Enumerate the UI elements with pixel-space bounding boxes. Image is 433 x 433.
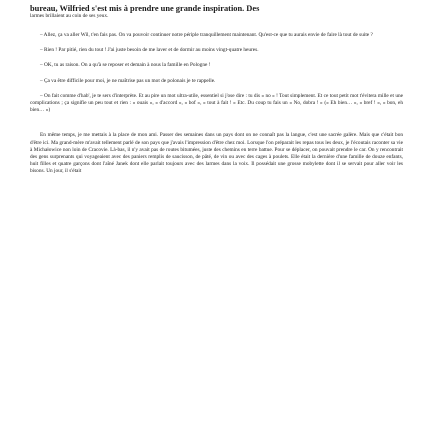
dialogue-line: – Allez, ça va aller Wil, t'en fais pas. On va pouvoir continuer notre périple tranquillement maintenant. Qu'est-ce que tu aurais envie de faire là tout de suite ? — [40, 32, 373, 38]
dialogue-line: – Ça va être difficile pour moi, je ne maîtrise pas un mot de polonais je te rappelle. — [40, 77, 216, 84]
header-line: bureau, Wilfried s'est mis à prendre une grande inspiration. Des — [30, 4, 260, 13]
paragraph-gap — [30, 122, 403, 132]
dialogue-line: – Rien ! Par pitié, rien du tout ! J'ai juste besoin de me laver et de dormir au moins vingt-quatre heures. — [40, 47, 259, 54]
body-paragraph: En même temps, je me mettais à la place de mon ami. Passer des semaines dans un pays dont on ne connaît pas la langue, c'est une sacrée galère. Mais que c'était bon d'être ici. Ma grand-mère m'avait tellement parlé de son pays que j'avais l'impression d'être chez moi. Lorsque l'on préparait les repas tous les deux, je l'écoutais raconter sa vie à Michałowice non loin de Cracovie. Là-bas, il n'y avait pas de routes bitumées, juste des chemins en terre battue. Pour se déplacer, on pouvait prendre le car. On y rencontrait des gens surprenants qui voyageaient avec des paniers remplis de saucisson, de pâté, de vin ou avec des cages à poulets. Elle était la dernière d'une famille de douze enfants, huit filles et quatre garçons dont l'aîné Janek dont elle parlait toujours avec des larmes dans la voix. Il possédait une grosse mobylette dont il se servait pour aller voir les bisons. Un jour, il s'était — [30, 132, 403, 175]
dialogue-line: – OK, tu as raison. On a qu'à se reposer et demain à nous la famille en Pologne ! — [40, 62, 211, 69]
dialogue-line: – On fait comme d'hab', je te sers d'interprète. Et au pire un mot ultra-utile, essentiel si j'ose dire : tu dis « no » ! Tout simplement. Et ce tout petit mot t'évitera mille et une complications ; ça signifie un peu tout et rien : « ouais », « d'accord », « bof », « tout à fait ! » Etc. Du coup tu fais un « No, dobra ! » (« Eh bien… », « bref ! », « bon, eh bien… ») — [30, 92, 403, 114]
header-subline: larmes brillaient au coin de ses yeux. — [30, 13, 109, 19]
